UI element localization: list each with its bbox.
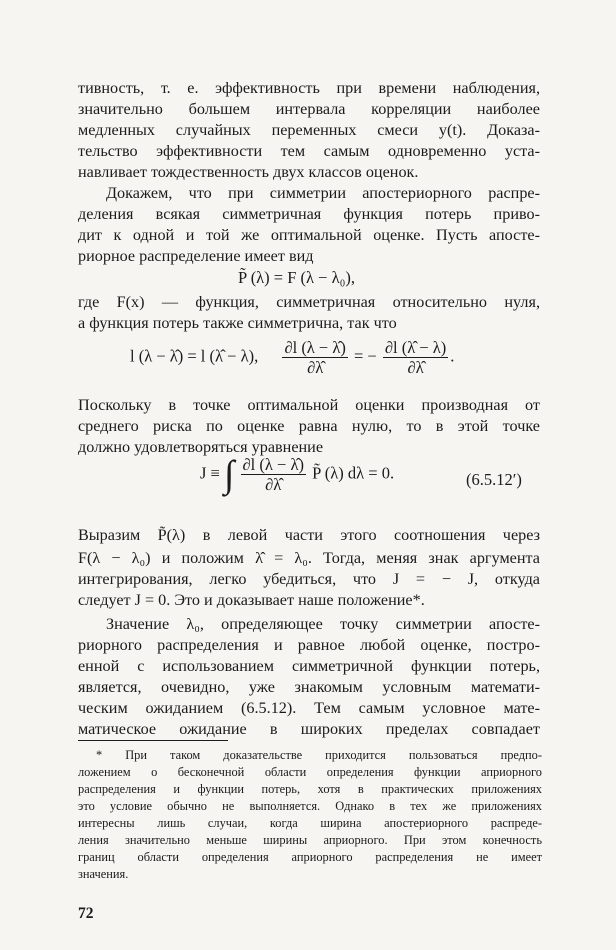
text-line: где F(x) — функция, симметричная относительно нуля, [78,293,540,311]
footnote-line: интересны лишь случаи, когда ширина апостериорного распреде- [78,816,542,830]
text-line: среднего риска по оценке равна нулю, то в этой точке [78,417,540,435]
eq3-numerator: ∂l (λ − λ̂) [242,455,304,474]
equation-number: (6.5.12′) [466,470,522,489]
text-line: Выразим P̃(λ) в левой части этого соотношения через [78,526,540,544]
eq2-fraction-1 [282,338,347,377]
footnote-rule [78,740,228,741]
text-line: Докажем, что при симметрии апостериорного распре- [106,184,540,202]
text-line: деления всякая симметричная функция потерь приво- [78,205,540,223]
eq2-end: . [450,346,455,366]
text-line: интегрирования, легко убедиться, что J = − J, откуда [78,570,540,588]
footnote-line: значения. [78,867,129,881]
text-line: тивность, т. е. эффективность при времени наблюдения, [78,79,540,97]
eq2-frac1-numerator: ∂l (λ − λ̂) [284,338,346,357]
text-line: должно удовлетворяться уравнение [78,438,324,456]
eq2-middle: = − [354,346,377,366]
footnote-line: границ области определения априорного распределения не имеет [78,850,542,864]
equation-3 [200,455,394,494]
text-line: F(λ − λ₀) и положим λ̂ = λ₀. Тогда, меняя знак аргумента [78,549,540,567]
text-line: дит к одной и той же оптимальной оценке. Пусть апосте- [78,226,540,244]
eq3-left: J ≡ [200,463,220,483]
text-line: значительно большем интервала корреляции наиболее [78,100,540,118]
eq3-denominator: ∂λ̂ [265,475,282,494]
footnote-line: это условие обычно не выполняется. Однако в тех же приложениях [78,799,542,813]
text-line: навливает тождественность двух классов оценок. [78,163,419,181]
text-line: Значение λ₀, определяющее точку симметрии апосте- [106,615,540,633]
text-line: ческим ожиданием (6.5.12). Тем самым условное мате- [78,699,540,717]
integral-sign: ∫ [223,453,235,496]
eq3-fraction [241,455,306,494]
text-line: Поскольку в точке оптимальной оценки производная от [78,396,540,414]
text-line: является, очевидно, уже знакомым условным математи- [78,678,540,696]
equation-2 [130,338,454,377]
page-number: 72 [78,905,94,922]
eq2-left: l (λ − λ̂) = l (λ̂ − λ), [130,346,259,366]
eq3-right: P̃ (λ) dλ = 0. [312,463,395,483]
footnote-line: распределения и функции потерь, хотя в практических приложениях [78,782,542,796]
eq2-frac1-denominator: ∂λ̂ [307,358,324,377]
text-line: а функция потерь также симметрична, так что [78,314,397,332]
footnote-line: ложением о бесконечной области определения функции априорного [78,765,542,779]
footnote-line: ления значительно меньше ширины априорного. При этом конечность [78,833,542,847]
equation-1: P̃ (λ) = F (λ − λ₀), [238,268,355,287]
eq2-fraction-2 [383,338,448,377]
footnote-line: * При таком доказательстве приходится пользоваться предпо- [96,748,542,762]
text-line: тельство эффективности тем самым одновременно уста- [78,142,540,160]
text-line: риорное распределение имеет вид [78,247,314,265]
eq2-frac2-numerator: ∂l (λ̂ − λ) [384,338,447,357]
text-line: медленных случайных переменных смеси y(t). Доказа- [78,121,540,139]
text-line: риорного распределения и равное любой оценке, постро- [78,636,540,654]
eq2-frac2-denominator: ∂λ̂ [407,358,424,377]
text-line: следует J = 0. Это и доказывает наше положение*. [78,591,425,609]
text-line: матическое ожидание в широких пределах совпадает [78,720,540,738]
text-line: енной с использованием симметричной функции потерь, [78,657,540,675]
